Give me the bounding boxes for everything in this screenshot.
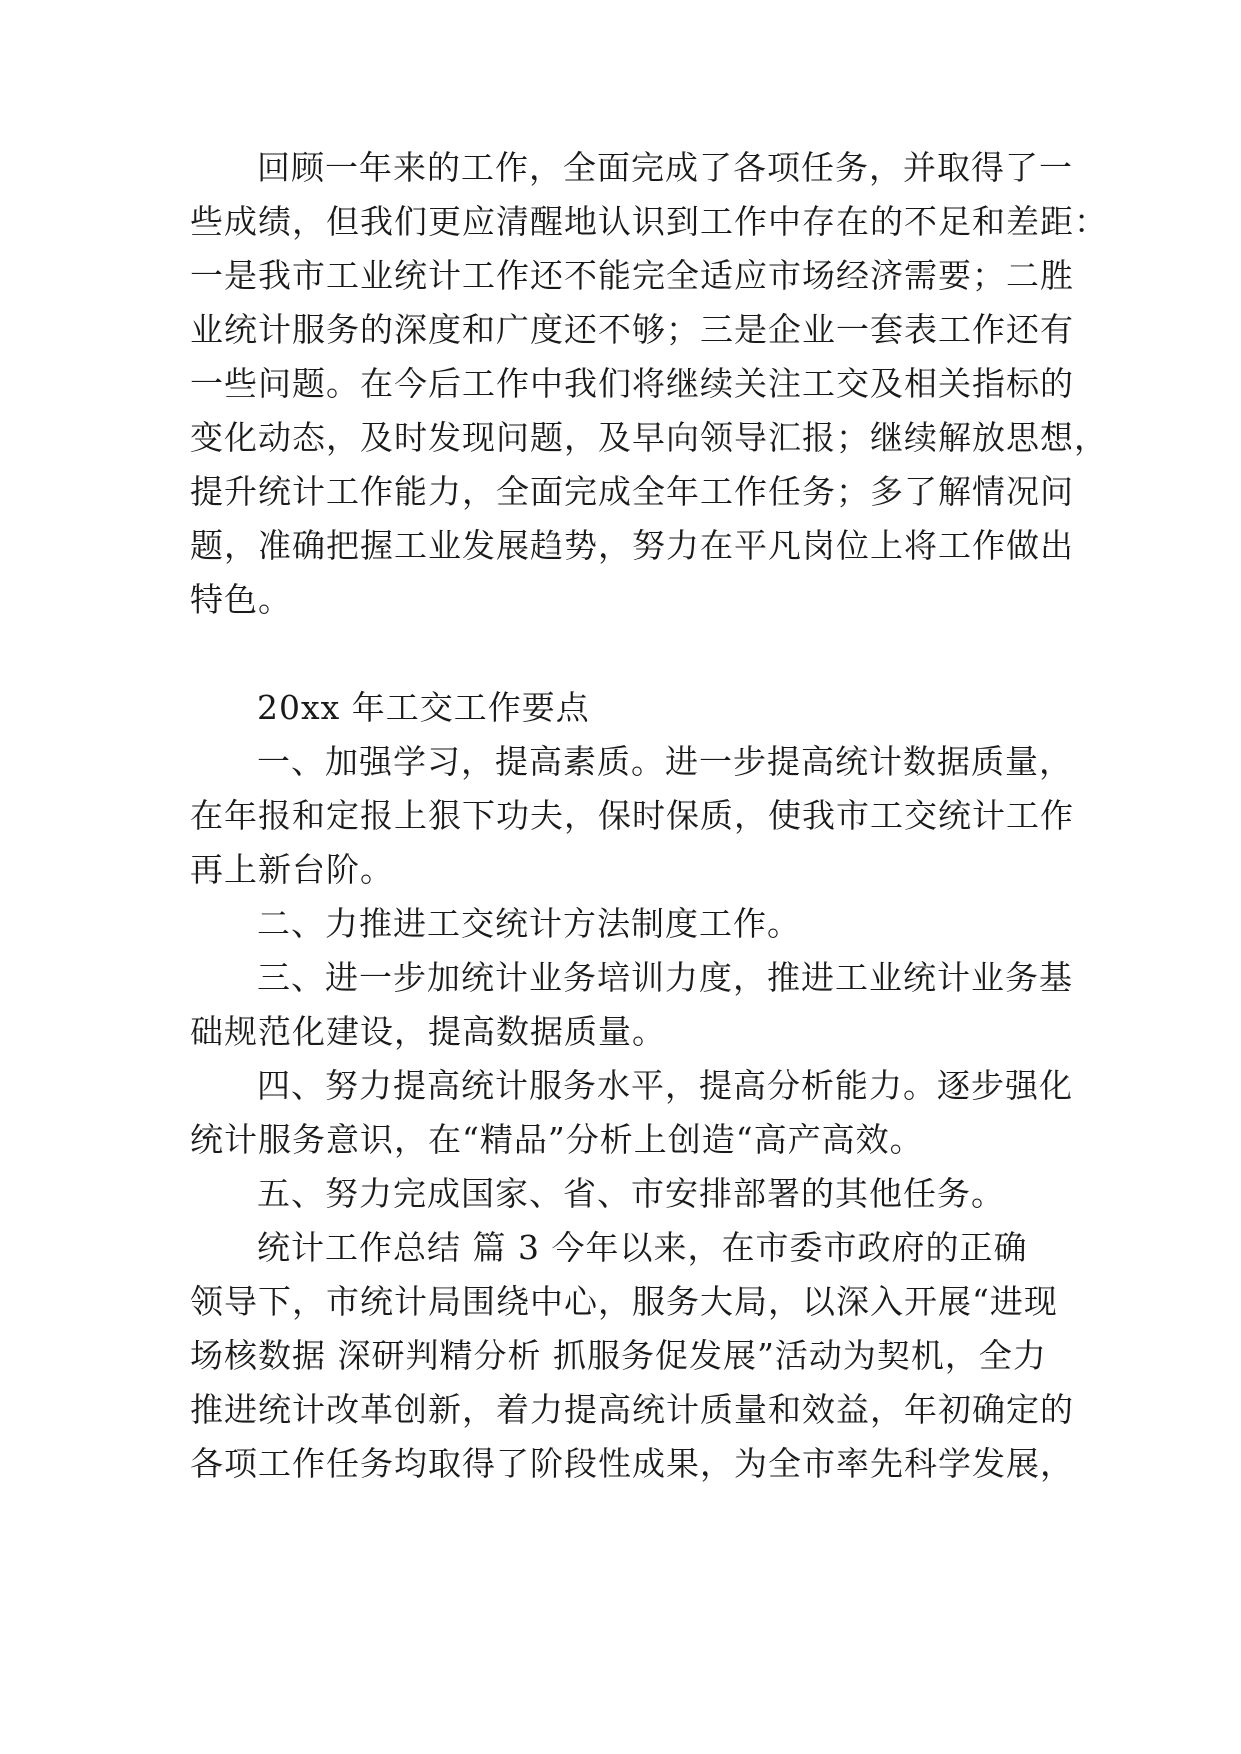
paragraph-line: 再上新台阶。 bbox=[190, 850, 394, 889]
section-title-line: 统计工作总结 篇 3 今年以来，在市委市政府的正确 bbox=[257, 1228, 1028, 1267]
paragraph-line: 在年报和定报上狠下功夫，保时保质，使我市工交统计工作 bbox=[190, 796, 1074, 835]
paragraph-line: 一是我市工业统计工作还不能完全适应市场经济需要；二胜 bbox=[190, 256, 1074, 295]
paragraph-line: 回顾一年来的工作，全面完成了各项任务，并取得了一 bbox=[257, 148, 1073, 187]
paragraph-line: 提升统计工作能力，全面完成全年工作任务；多了解情况问 bbox=[190, 472, 1074, 511]
section-heading: 20xx 年工交工作要点 bbox=[257, 688, 590, 727]
paragraph-line: 特色。 bbox=[190, 580, 292, 619]
list-item-line: 五、努力完成国家、省、市安排部署的其他任务。 bbox=[257, 1174, 1005, 1213]
paragraph-line: 场核数据 深研判精分析 抓服务促发展”活动为契机，全力 bbox=[190, 1336, 1047, 1375]
paragraph-line: 题，准确把握工业发展趋势，努力在平凡岗位上将工作做出 bbox=[190, 526, 1074, 565]
paragraph-line: 统计服务意识，在“精品”分析上创造“高产高效。 bbox=[190, 1120, 924, 1159]
paragraph-line: 变化动态，及时发现问题，及早向领导汇报；继续解放思想， bbox=[190, 418, 1108, 457]
paragraph-line: 各项工作任务均取得了阶段性成果，为全市率先科学发展， bbox=[190, 1444, 1074, 1483]
paragraph-line: 推进统计改革创新，着力提高统计质量和效益，年初确定的 bbox=[190, 1390, 1074, 1429]
paragraph-line: 业统计服务的深度和广度还不够；三是企业一套表工作还有 bbox=[190, 310, 1074, 349]
paragraph-line: 础规范化建设，提高数据质量。 bbox=[190, 1012, 666, 1051]
paragraph-line: 一些问题。在今后工作中我们将继续关注工交及相关指标的 bbox=[190, 364, 1074, 403]
list-item-line: 一、加强学习，提高素质。进一步提高统计数据质量， bbox=[257, 742, 1073, 781]
list-item-line: 二、力推进工交统计方法制度工作。 bbox=[257, 904, 801, 943]
list-item-line: 四、努力提高统计服务水平，提高分析能力。逐步强化 bbox=[257, 1066, 1073, 1105]
paragraph-line: 些成绩，但我们更应清醒地认识到工作中存在的不足和差距： bbox=[190, 202, 1108, 241]
list-item-line: 三、进一步加统计业务培训力度，推进工业统计业务基 bbox=[257, 958, 1073, 997]
paragraph-line: 领导下，市统计局围绕中心，服务大局，以深入开展“进现 bbox=[190, 1282, 1058, 1321]
